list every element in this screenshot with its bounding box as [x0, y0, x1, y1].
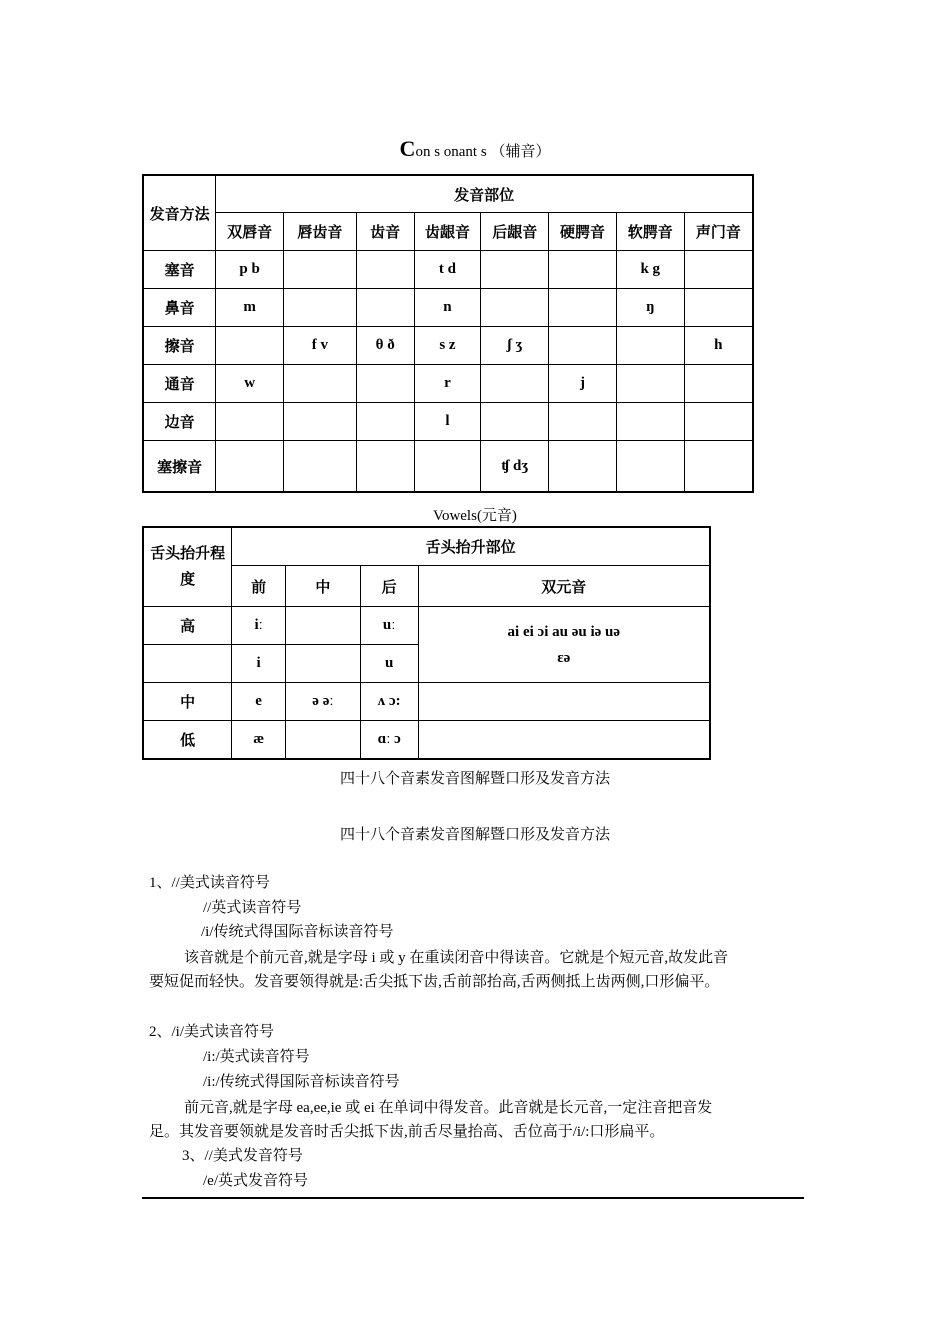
cell — [684, 403, 753, 441]
row-label: 通音 — [143, 365, 216, 403]
footer-rule — [142, 1197, 804, 1199]
vowels-table — [142, 526, 711, 760]
row-label: 塞擦音 — [143, 441, 216, 493]
cell — [216, 441, 284, 493]
cell — [481, 289, 549, 327]
cell: iː — [232, 607, 286, 645]
method-header: 发音方法 — [143, 175, 216, 251]
table-row — [143, 607, 710, 645]
cell: r — [414, 365, 481, 403]
cell: ʌ ɔ: — [360, 683, 418, 721]
diphthongs-line: ɛə — [557, 649, 571, 666]
cell: ə əː — [286, 683, 361, 721]
cell: uː — [360, 607, 418, 645]
diphthongs-cell — [418, 607, 710, 683]
table-row — [143, 251, 753, 289]
cell — [216, 327, 284, 365]
table-row — [143, 403, 753, 441]
cell — [216, 403, 284, 441]
cell: l — [414, 403, 481, 441]
row-label: 边音 — [143, 403, 216, 441]
cell: h — [684, 327, 753, 365]
cell — [418, 683, 710, 721]
vowel-col: 双元音 — [418, 566, 710, 607]
cell: k g — [616, 251, 684, 289]
cell: f v — [284, 327, 357, 365]
cell — [356, 441, 414, 493]
section-line: /e/英式发音符号 — [203, 1173, 308, 1189]
cell — [286, 721, 361, 760]
consonants-title — [0, 136, 950, 162]
cell — [286, 607, 361, 645]
row-label: 鼻音 — [143, 289, 216, 327]
cell: s z — [414, 327, 481, 365]
cell: u — [360, 645, 418, 683]
cell — [284, 251, 357, 289]
cell: e — [232, 683, 286, 721]
place-col: 齿音 — [356, 213, 414, 251]
table-row — [143, 365, 753, 403]
cell — [414, 441, 481, 493]
table-row — [143, 289, 753, 327]
place-col: 软腭音 — [616, 213, 684, 251]
cell: n — [414, 289, 481, 327]
cell — [284, 289, 357, 327]
cell — [616, 365, 684, 403]
diphthongs-line: ai ei ɔi au əu iə uə — [507, 623, 621, 640]
cell — [616, 403, 684, 441]
row-label — [143, 645, 232, 683]
cell — [286, 645, 361, 683]
cell: p b — [216, 251, 284, 289]
cell: æ — [232, 721, 286, 760]
cell: θ ð — [356, 327, 414, 365]
section-line: /i/传统式得国际音标读音符号 — [201, 924, 394, 940]
caption: 四十八个音素发音图解暨口形及发音方法 — [339, 771, 610, 787]
cell — [356, 289, 414, 327]
table-row — [143, 721, 710, 760]
section-heading: 1、//美式读音符号 — [149, 875, 270, 891]
cell: w — [216, 365, 284, 403]
cell — [356, 251, 414, 289]
cell — [684, 441, 753, 493]
row-label: 低 — [143, 721, 232, 760]
title-initial: C — [399, 136, 416, 161]
position-header: 舌头抬升部位 — [232, 527, 710, 566]
height-header: 舌头抬升程度 — [143, 527, 232, 607]
place-col: 声门音 — [684, 213, 753, 251]
section-line: /i:/英式读音符号 — [203, 1049, 310, 1065]
section-body: 要短促而轻快。发音要领得就是:舌尖抵下齿,舌前部抬高,舌两侧抵上齿两侧,口形偏平。 — [149, 974, 720, 990]
section-body: 足。其发音要领就是发音时舌尖抵下齿,前舌尽量抬高、舌位高于/i/:口形扁平。 — [149, 1124, 665, 1140]
consonants-table — [142, 174, 754, 493]
cell — [616, 327, 684, 365]
cell — [481, 365, 549, 403]
cell: j — [549, 365, 617, 403]
place-col: 双唇音 — [216, 213, 284, 251]
row-label: 中 — [143, 683, 232, 721]
cell — [549, 251, 617, 289]
table-row — [143, 441, 753, 493]
cell — [684, 289, 753, 327]
row-label: 擦音 — [143, 327, 216, 365]
title-rest: on s onant s （辅音） — [415, 144, 551, 160]
cell — [684, 251, 753, 289]
row-label: 高 — [143, 607, 232, 645]
cell — [549, 289, 617, 327]
cell — [356, 403, 414, 441]
cell: i — [232, 645, 286, 683]
place-col: 硬腭音 — [549, 213, 617, 251]
cell: ŋ — [616, 289, 684, 327]
cell — [616, 441, 684, 493]
section-body: 该音就是个前元音,就是字母 i 或 y 在重读闭音中得读音。它就是个短元音,故发此音 — [184, 950, 729, 966]
place-header: 发音部位 — [216, 175, 753, 213]
place-col: 唇齿音 — [284, 213, 357, 251]
vowels-title: Vowels(元音) — [433, 508, 517, 524]
cell — [549, 327, 617, 365]
section-line: //英式读音符号 — [203, 900, 302, 916]
section-heading: 3、//美式发音符号 — [182, 1148, 303, 1164]
vowel-col: 前 — [232, 566, 286, 607]
vowel-col: 后 — [360, 566, 418, 607]
place-col: 齿龈音 — [414, 213, 481, 251]
row-label: 塞音 — [143, 251, 216, 289]
caption: 四十八个音素发音图解暨口形及发音方法 — [339, 827, 610, 843]
cell: m — [216, 289, 284, 327]
cell: ʃ ʒ — [481, 327, 549, 365]
cell — [481, 251, 549, 289]
cell — [284, 403, 357, 441]
cell — [549, 403, 617, 441]
cell — [549, 441, 617, 493]
cell — [284, 365, 357, 403]
cell — [684, 365, 753, 403]
cell: ɑː ɔ — [360, 721, 418, 760]
cell — [356, 365, 414, 403]
cell: ʧ dʒ — [481, 441, 549, 493]
section-line: /i:/传统式得国际音标读音符号 — [203, 1074, 400, 1090]
cell — [284, 441, 357, 493]
place-col: 后龈音 — [481, 213, 549, 251]
table-row — [143, 327, 753, 365]
section-body: 前元音,就是字母 ea,ee,ie 或 ei 在单词中得发音。此音就是长元音,一定注音把音发 — [184, 1100, 713, 1116]
table-row — [143, 683, 710, 721]
cell — [418, 721, 710, 760]
cell: t d — [414, 251, 481, 289]
vowel-col: 中 — [286, 566, 361, 607]
cell — [481, 403, 549, 441]
section-heading: 2、/i/美式读音符号 — [149, 1024, 275, 1040]
